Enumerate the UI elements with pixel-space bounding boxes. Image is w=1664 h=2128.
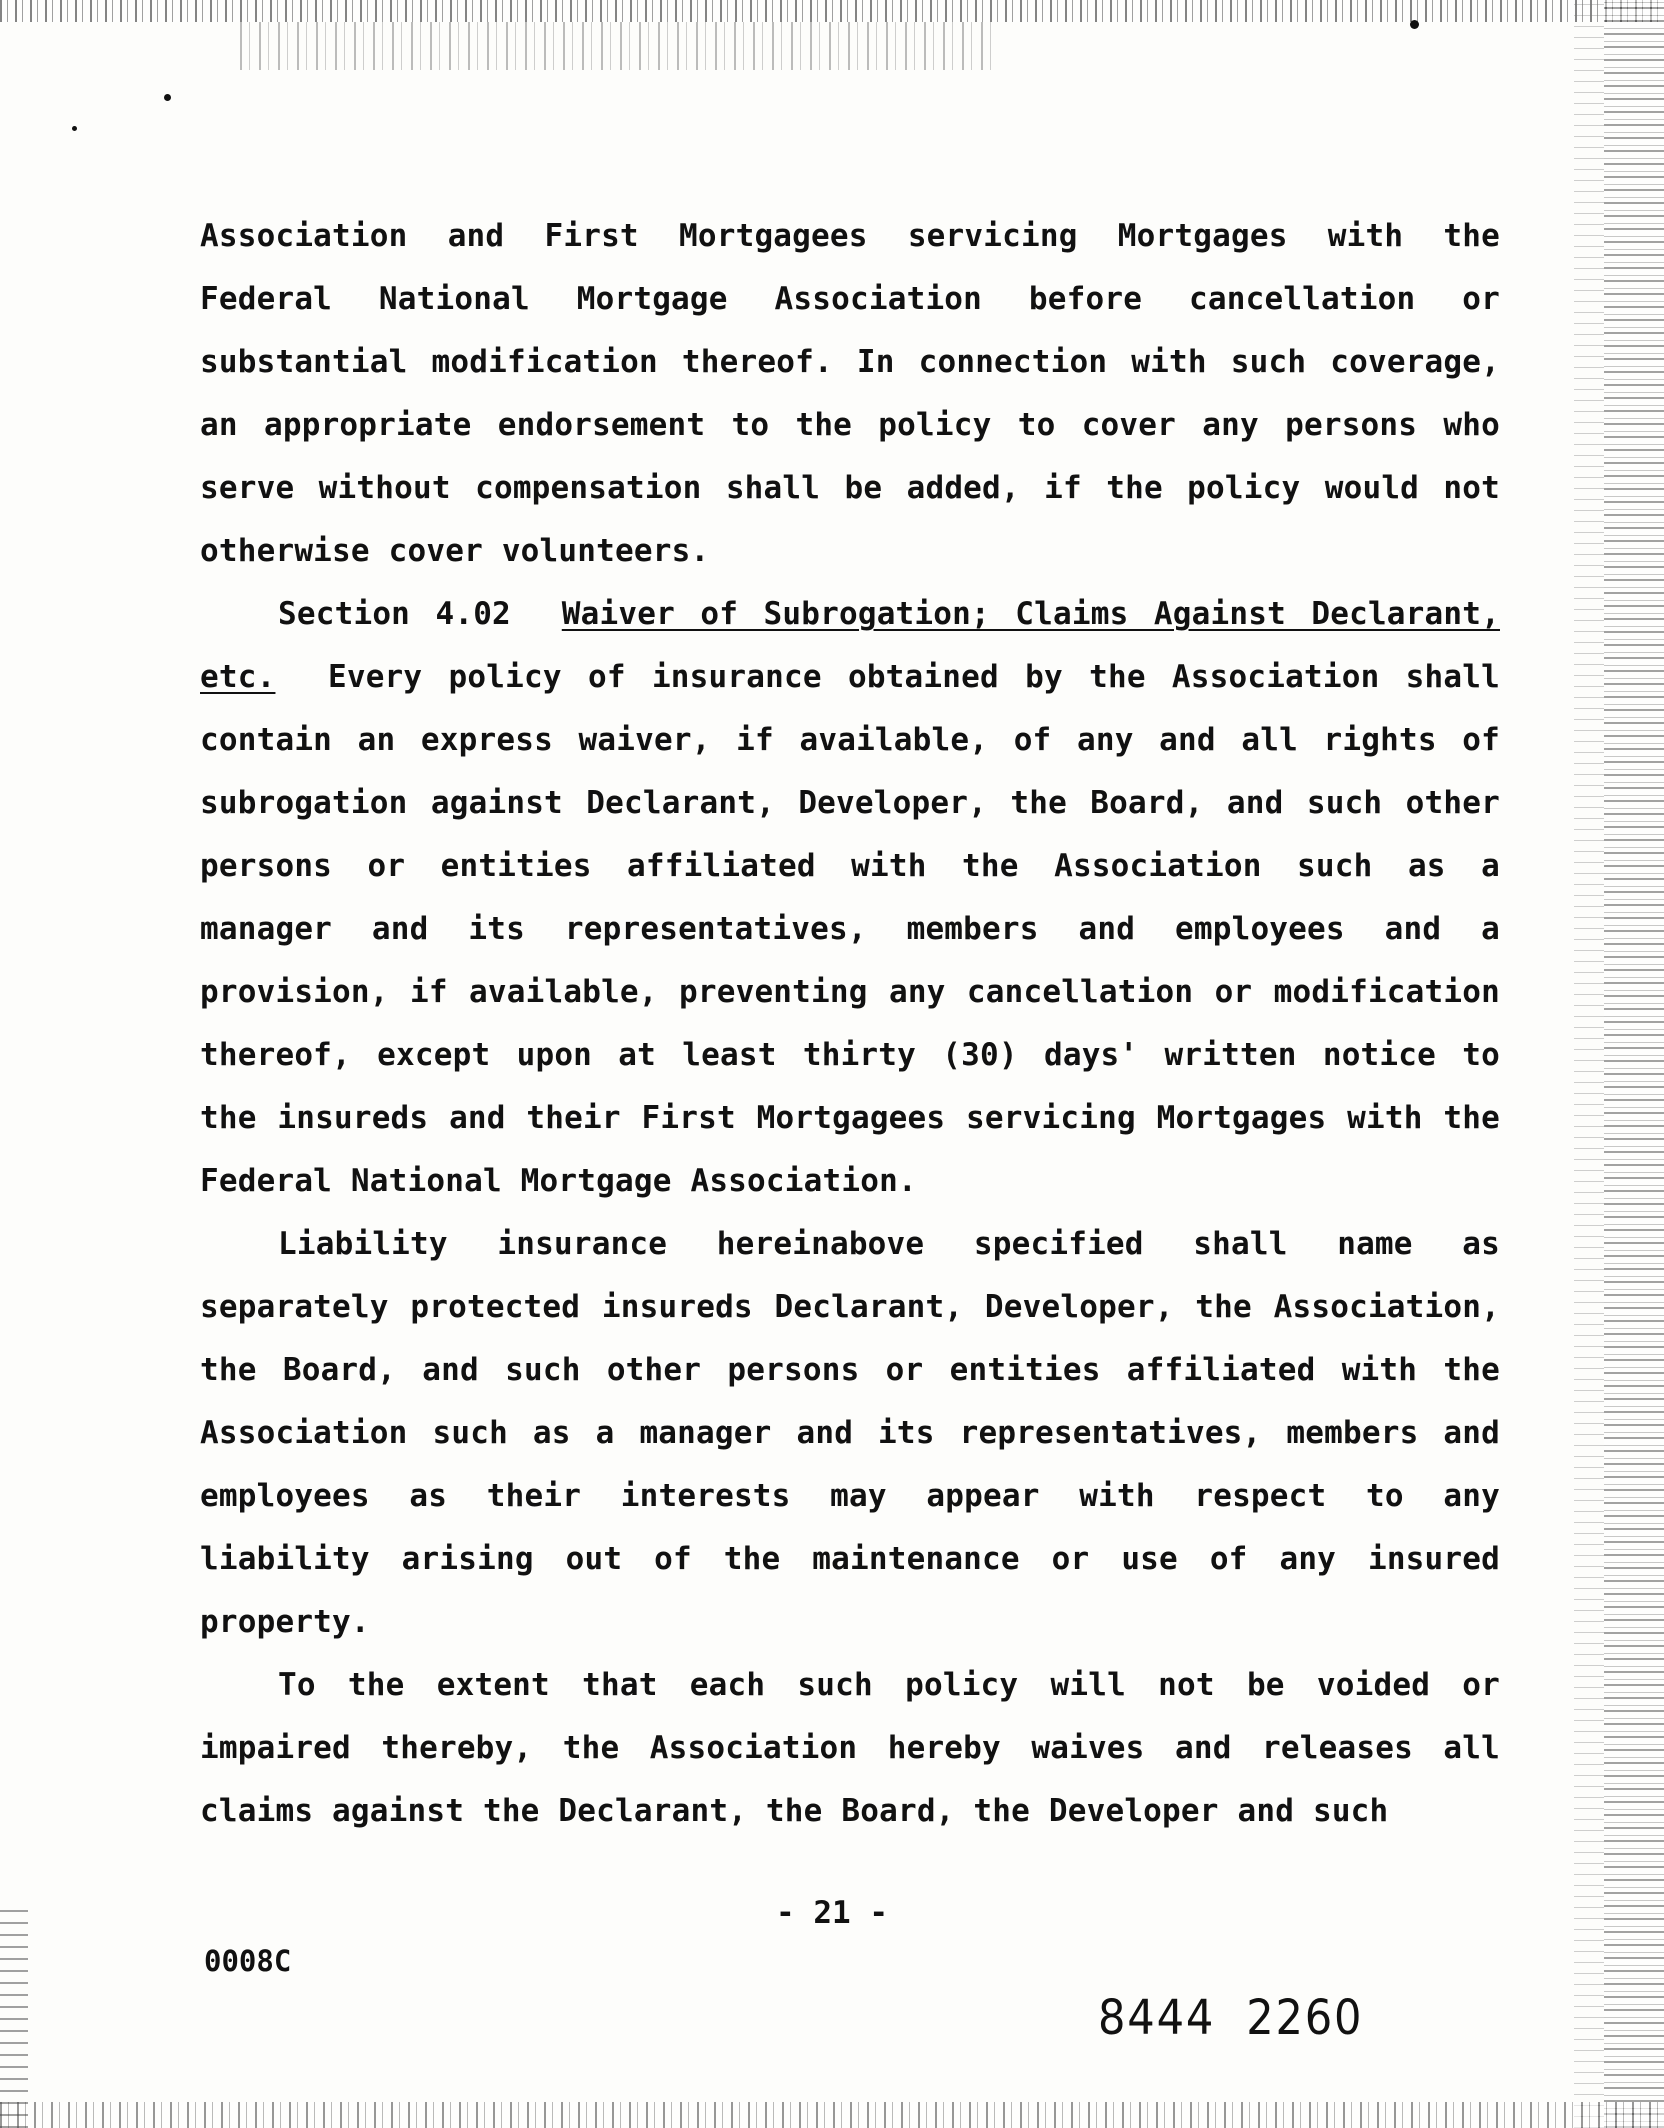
paragraph-3	[200, 1213, 1500, 1654]
scan-noise-top-inner	[240, 22, 1000, 70]
scan-noise-right	[1604, 0, 1664, 2128]
paragraph-text: Every policy of insurance obtained by the Association shall contain an express waiver, if available, of any and all rights of subrogation against Declarant, Developer, the Board, and such other persons or entities affiliated with the Association such as a manager and its representatives, members and employees and a provision, if available, preventing any cancellation or modification thereof, except upon at least thirty (30) days' written notice to the insureds and their First Mortgagees servicing Mortgages with the Federal National Mortgage Association.	[200, 659, 1500, 1199]
paragraph-2	[200, 583, 1500, 1213]
scan-noise-top	[0, 0, 1664, 22]
section-number: Section 4.02	[278, 596, 511, 632]
paragraph-text: Association and First Mortgagees servicing Mortgages with the Federal National Mortgage Association before cancellation or substantial modification thereof. In connection with such coverage, an appropriate endorsement to the policy to cover any persons who serve without compensation shall be added, if the policy would not otherwise cover volunteers.	[200, 218, 1500, 569]
section-heading: Waiver of Subrogation; Claims Against Declarant, etc.	[200, 596, 1500, 695]
scan-speck	[164, 94, 171, 101]
paragraph-1	[200, 205, 1500, 583]
scan-speck	[72, 126, 77, 131]
scan-noise-bottom	[0, 2102, 1664, 2128]
scan-noise-left	[0, 1900, 28, 2128]
scan-speck	[1410, 20, 1419, 29]
page-number: - 21 -	[776, 1895, 888, 1931]
document-code: 0008C	[204, 1944, 292, 1978]
paragraph-text: Liability insurance hereinabove specified shall name as separately protected insureds Declarant, Developer, the Association, the Board, and such other persons or entities affiliated with the Association such as a manager and its representatives, members and employees as their interests may appear with respect to any liability arising out of the maintenance or use of any insured property.	[200, 1226, 1500, 1640]
body-text	[200, 205, 1500, 1843]
stamp-number: 8444 2260	[1098, 1990, 1364, 2046]
paragraph-text: To the extent that each such policy will not be voided or impaired thereby, the Association hereby waives and releases all claims against the Declarant, the Board, the Developer and such	[200, 1667, 1500, 1829]
scan-noise-right-inner	[1574, 0, 1604, 2128]
paragraph-4	[200, 1654, 1500, 1843]
